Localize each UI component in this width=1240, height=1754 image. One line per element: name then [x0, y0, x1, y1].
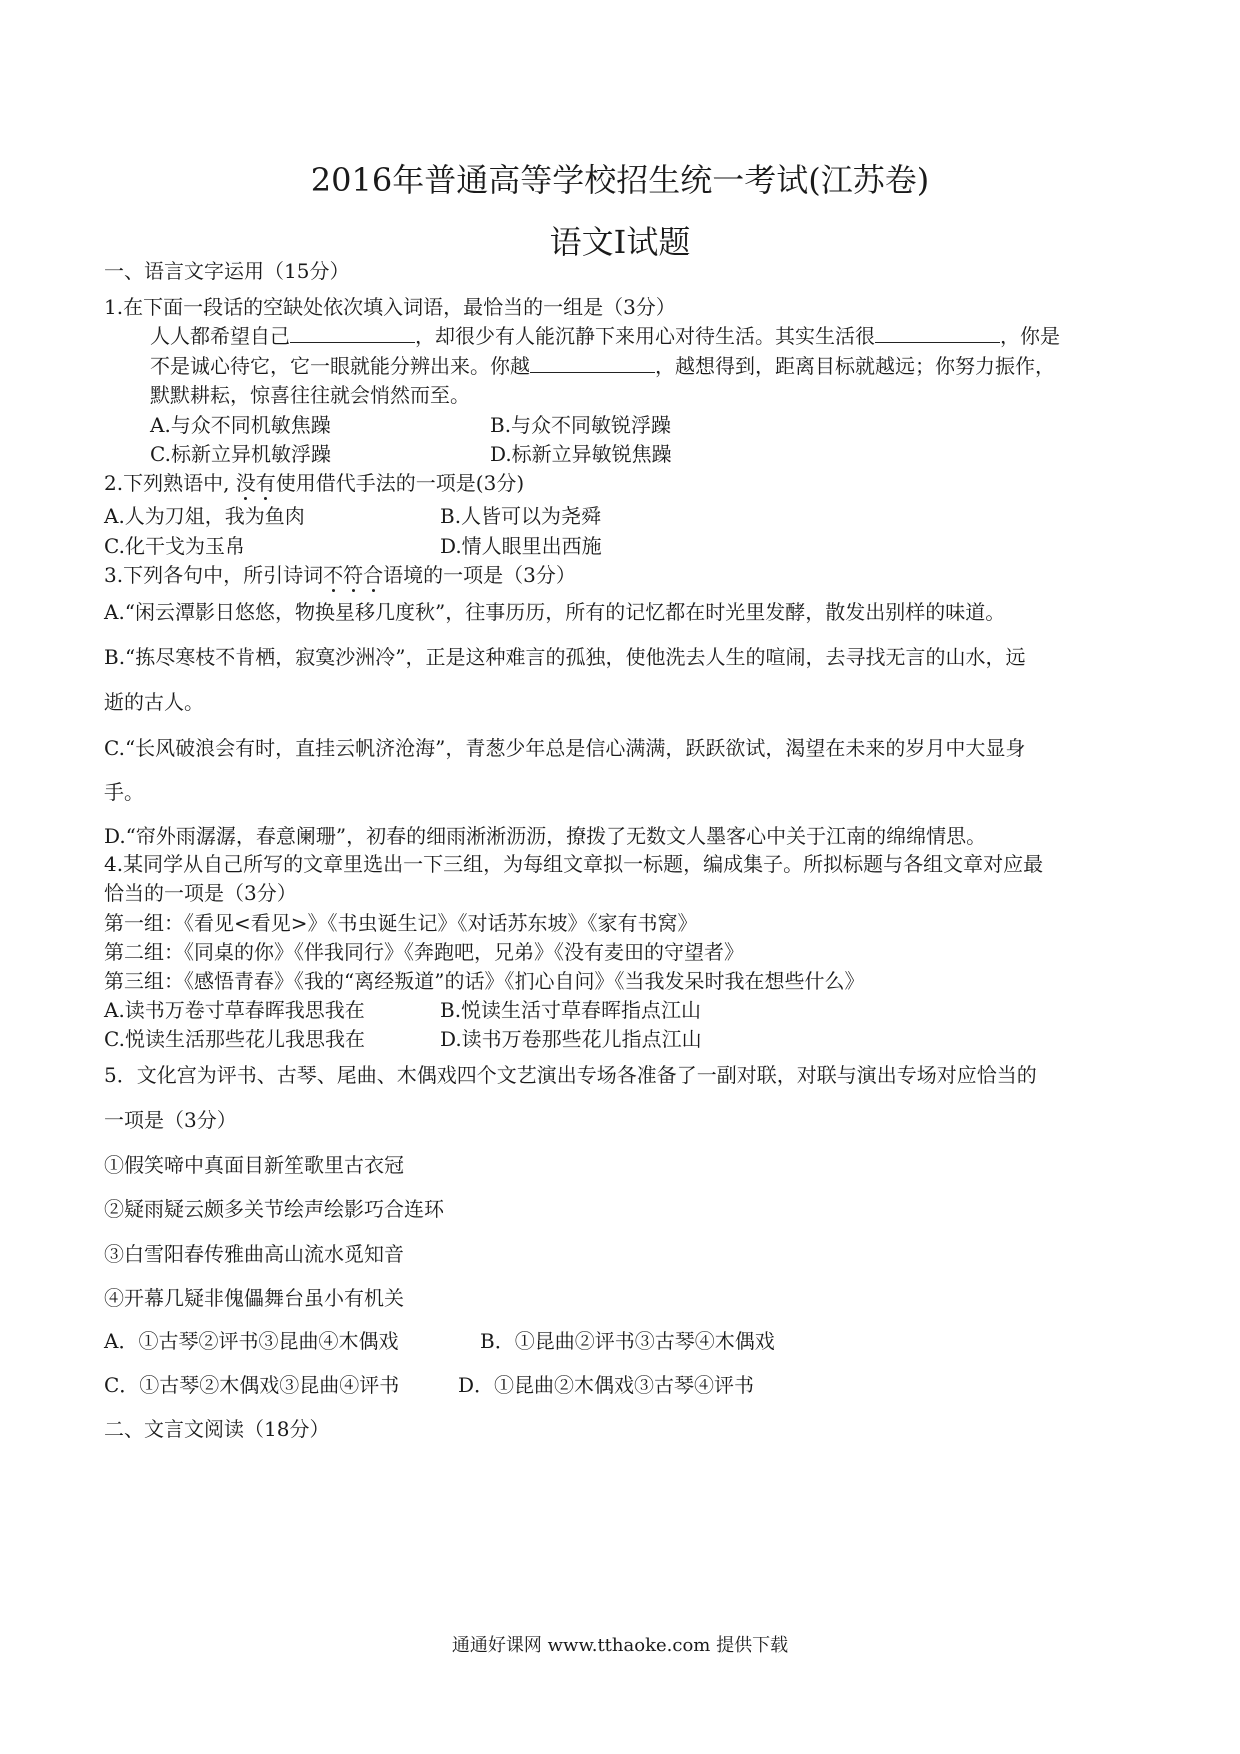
q3-stem [104, 562, 576, 588]
q1-option-d: D.标新立异敏锐焦躁 [490, 442, 672, 466]
q2-stem-text: 2.下列熟语中, [104, 471, 236, 495]
q4-group-1: 第一组：《看见<看见>》《书虫诞生记》《对话苏东坡》《家有书窝》 [104, 911, 698, 935]
q5-couplet-2: ②疑雨疑云颇多关节绘声绘影巧合连环 [104, 1197, 444, 1221]
q2-option-a: A.人为刀俎，我为鱼肉 [104, 504, 305, 528]
page-footer: 通通好课网 www.tthaoke.com 提供下载 [451, 1635, 789, 1656]
q1-line-2 [150, 352, 1055, 379]
section-1-heading: 一、语言文字运用（15分） [104, 259, 350, 283]
answer-blank [290, 322, 415, 343]
q5-option-c: C．①古琴②木偶戏③昆曲④评书 [104, 1373, 400, 1397]
q2-emphasis-char: 有 [255, 471, 276, 495]
q5-option-a: A．①古琴②评书③昆曲④木偶戏 [104, 1329, 399, 1353]
q1-text: ，却很少有人能沉静下来用心对待生活。其实生活很 [415, 324, 875, 348]
q4-option-a: A.读书万卷寸草春晖我思我在 [104, 998, 365, 1022]
q3-emphasis-char: 符 [343, 563, 364, 587]
q5-option-b: B．①昆曲②评书③古琴④木偶戏 [480, 1329, 775, 1353]
q3-stem-text: 3.下列各句中，所引诗词 [104, 563, 324, 587]
q4-option-b: B.悦读生活寸草春晖指点江山 [440, 998, 702, 1022]
q5-stem-line-2: 一项是（3分） [104, 1108, 237, 1132]
q5-couplet-4: ④开幕几疑非傀儡舞台虽小有机关 [104, 1286, 404, 1310]
q2-option-c: C.化干戈为玉帛 [104, 534, 245, 558]
q5-stem-line-1: 5．文化宫为评书、古琴、尾曲、木偶戏四个文艺演出专场各准备了一副对联，对联与演出专场对应恰当的 [104, 1063, 1037, 1087]
q3-option-b-line-2: 逝的古人。 [104, 690, 204, 714]
paper-subtitle: 语文I试题 [549, 223, 691, 261]
q2-option-b: B.人皆可以为尧舜 [440, 504, 602, 528]
q2-stem-text: 使用借代手法的一项是(3分) [275, 471, 525, 495]
q1-text: ，你是 [1000, 324, 1060, 348]
q3-option-c-line-1: C.“长风破浪会有时，直挂云帆济沧海”，青葱少年总是信心满满，跃跃欲试，渴望在未来的岁月中大显身 [104, 736, 1026, 760]
q3-stem-text: 语境的一项是（3分） [383, 563, 576, 587]
q4-option-d: D.读书万卷那些花儿指点江山 [440, 1027, 702, 1051]
q1-line-3: 默默耕耘，惊喜往往就会悄然而至。 [150, 383, 470, 407]
q1-text: 人人都希望自己 [150, 324, 290, 348]
q2-option-d: D.情人眼里出西施 [440, 534, 602, 558]
q1-text: 不是诚心待它，它一眼就能分辨出来。你越 [150, 354, 530, 378]
q1-option-b: B.与众不同敏锐浮躁 [490, 413, 672, 437]
q4-stem-line-2: 恰当的一项是（3分） [104, 881, 297, 905]
answer-blank [530, 352, 655, 373]
exam-title: 2016年普通高等学校招生统一考试(江苏卷) [310, 161, 930, 199]
q3-option-a: A.“闲云潭影日悠悠，物换星移几度秋”，往事历历，所有的记忆都在时光里发酵，散发出别样的味道。 [104, 600, 1006, 624]
q1-option-a: A.与众不同机敏焦躁 [150, 413, 331, 437]
q5-couplet-1: ①假笑啼中真面目新笙歌里古衣冠 [104, 1153, 404, 1177]
q5-option-d: D．①昆曲②木偶戏③古琴④评书 [458, 1373, 755, 1397]
q3-option-c-line-2: 手。 [104, 780, 144, 804]
q4-group-2: 第二组：《同桌的你》《伴我同行》《奔跑吧，兄弟》《没有麦田的守望者》 [104, 940, 744, 964]
q4-stem-line-1: 4.某同学从自己所写的文章里选出一下三组，为每组文章拟一标题，编成集子。所拟标题与各组文章对应最 [104, 852, 1044, 876]
q3-option-b-line-1: B.“拣尽寒枝不肯栖，寂寞沙洲冷”，正是这种难言的孤独，使他洗去人生的喧闹，去寻找无言的山水，远 [104, 645, 1026, 669]
q2-emphasis-char: 没 [235, 471, 256, 495]
q1-line-1 [150, 322, 1060, 349]
q3-option-d: D.“帘外雨潺潺，春意阑珊”，初春的细雨淅淅沥沥，撩拨了无数文人墨客心中关于江南的绵绵情思。 [104, 824, 987, 848]
answer-blank [875, 322, 1000, 343]
q1-stem: 1.在下面一段话的空缺处依次填入词语，最恰当的一组是（3分） [104, 295, 676, 319]
q4-option-c: C.悦读生活那些花儿我思我在 [104, 1027, 365, 1051]
q3-emphasis-char: 不 [323, 563, 344, 587]
q1-text: ，越想得到，距离目标就越远；你努力振作， [655, 354, 1055, 378]
section-2-heading: 二、文言文阅读（18分） [104, 1417, 330, 1441]
q4-group-3: 第三组：《感悟青春》《我的“离经叛道”的话》《扪心自问》《当我发呆时我在想些什么》 [104, 969, 865, 993]
q2-stem [104, 470, 524, 496]
q1-option-c: C.标新立异机敏浮躁 [150, 442, 331, 466]
q5-couplet-3: ③白雪阳春传雅曲高山流水觅知音 [104, 1242, 404, 1266]
q3-emphasis-char: 合 [363, 563, 384, 587]
